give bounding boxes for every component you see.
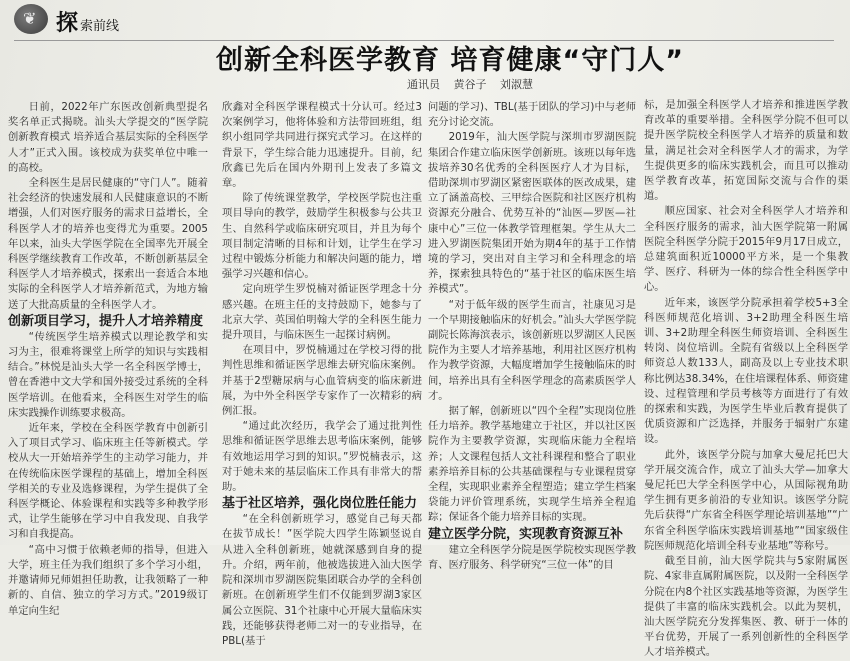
article-title: 创新全科医学教育 培育健康“守门人” (216, 45, 684, 76)
paragraph: “高中习惯于依赖老师的指导，但进入大学，班主任为我们组织了多个学习小组，并邀请师兄师姐担任助教，让我领略了一种新的、自信、独立的学习方式。”2019级订单定向生纪 (8, 543, 208, 617)
section-heading: 创新项目学习，提升人才培养精度 (8, 313, 204, 329)
column-emblem-icon (14, 4, 48, 34)
text-column-2 (222, 100, 422, 647)
paragraph: 2019年，汕大医学院与深圳市罗湖医院集团合作建立临床医学创新班。该班以每年选拔培养30名优秀的全科医医疗人才为目标，借助深圳市罗湖区紧密医联体的医改成果，建立了涵盖高校、三甲综合医院和社区医疗机构资源充分融合、优势互补的“汕医—罗医—社康中心”三位一体教学管理框架。学生从大二进入罗湖医院集团开始为期4年的基于工作情境的学习，突出对自主学习和全科理念的培养，探索独具特色的“基于社区的临床医生培养模式”。 (428, 131, 636, 296)
paragraph: 建立全科医学分院是医学院校实现医学教育、医疗服务、科学研究“三位一体”的目 (428, 543, 636, 571)
paragraph: 近年来，该医学分院承担着学校5+3全科医师规范化培训、3+2助理全科医生培训、3+2助理全科医生师资培训、全科医生转岗、岗位培训。全院有省级以上全科医学师资总人数133人，副高及以上专业技术职称比例达38.34%，在住培课程体系、师资建设、过程管理和学员考核等方面进行了有效的探索和实践，为医学生毕业后教育提供了优质资源和广泛选择，并服务于辐射广东建设。 (644, 296, 849, 446)
paragraph: 定向班学生罗悦楠对循证医学理念十分感兴趣。在班主任的支持鼓励下，她参与了北京大学、英国伯明翰大学的全科医生能力提升项目，与临床医生一起探讨病例。 (222, 283, 422, 342)
section-heading: 基于社区培养，强化岗位胜任能力 (222, 496, 418, 512)
paragraph: 问题的学习)、TBL(基于团队的学习)中与老师充分讨论交流。 (428, 101, 636, 129)
section-heading: 建立医学分院，实现教育资源互补 (428, 526, 624, 542)
paragraph: 全科医生是居民健康的“守门人”。随着社会经济的快速发展和人民健康意识的不断增强，人们对医疗服务的需求日益增长，全科医学人才的培养也变得尤为重要。2005年以来，汕头大学医学院在全国率先开展全科医学继续教育工作改革，不断创新基层全科医学人才培养模式，探索出一套适合本地实际的全科医学人才培养新范式，为地方输送了大批高质量的全科医学人才。 (8, 177, 208, 311)
article-byline: 通讯员 黄谷子 刘淑慧 (407, 78, 533, 91)
paragraph: 除了传统课堂教学，学校医学院也注重项目导向的教学，鼓励学生积极参与公共卫生、自然科学或临床研究项目，并且为每个项目制定清晰的目标和计划，让学生在学习过程中锻炼分析能力和解决问题的能力，增强学习兴趣和信心。 (222, 192, 422, 281)
column-heading (56, 6, 119, 37)
leaf-icon: ❦ (23, 9, 37, 28)
column-title: 索前线 (80, 19, 120, 34)
paragraph: 在项目中，罗悦楠通过在学校习得的批判性思维和循证医学思维去研究临床案例。并基于2型糖尿病与心血管病变的临床新进展，为中外全科医学专家作了一次精彩的病例汇报。 (222, 344, 422, 418)
text-column-1 (8, 100, 208, 617)
paragraph: 近年来，学校在全科医学教育中创新引入了项目式学习、临床班主任等新模式。学校从大一开始培养学生的主动学习能力，并在传统临床医学课程的基础上，增加全科医学相关的专业及选修课程，为学生提供了全科医学概论、体验课程和实践等多种教学形式，让学生能够在学习中自我发现、自我学习和自我提高。 (8, 422, 208, 541)
paragraph: 截至目前，汕大医学院共与5家附属医院、4家非直属附属医院，以及附一全科医学分院在内8个社区实践基地等资源，为医学生提供了丰富的临床实践机会。以此为契机，汕大医学院充分发挥集医、教、研于一体的平台优势，开展了一系列创新性的全科医学人才培养模式。 (644, 555, 848, 659)
paragraph: “通过此次经历，我学会了通过批判性思维和循证医学思维去思考临床案例，能够有效地运用学习到的知识。”罗悦楠表示，这对于她未来的基层临床工作具有非常大的帮助。 (222, 420, 422, 494)
paragraph: “在全科创新班学习，感觉自己每天都在拔节成长！”医学院大四学生陈颖竖说自从进入全科创新班，她就深感到自身的提升。介绍，两年前，他被选拔进入汕大医学院和深圳市罗湖医院集团联合办学的全科创新班。在创新班学生们不仅能到罗湖3家区属公立医院、31个社康中心开展大量临床实践，还能够获得老师二对一的专业指导，在PBL(基于 (222, 513, 422, 647)
paragraph: 日前，2022年广东医改创新典型提名奖名单正式揭晓。汕头大学提交的“医学院创新教育模式 培养适合基层实际的全科医学人才”正式入围。该校成为获奖单位中唯一的高校。 (8, 101, 208, 174)
paragraph: “传统医学生培养模式以理论教学和实习为主，很难将课堂上所学的知识与实践相结合。”林悦是汕头大学一名全科医学博士，曾在香港中文大学和国外接受过系统的全科医学培训。在他看来，全科医生对学生的临床实践操作训练要求极高。 (8, 330, 208, 419)
text-column-4 (644, 98, 849, 659)
paragraph: 欣鑫对全科医学课程模式十分认可。经过3次案例学习，他将体验和方法带回班组，组织小组同学共同进行探究式学习。在这样的背景下，学生综合能力迅速提升。目前，纪欣鑫已先后在国内外期刊上发表了多篇文章。 (222, 101, 422, 190)
column-label: 探 (56, 10, 79, 36)
paragraph: 标，是加强全科医学人才培养和推进医学教育改革的重要举措。全科医学分院不但可以提升医学院校全科医学人才培养的质量和数量，满足社会对全科医学人才的需求，为学生提供更多的临床实践机会，而且可以推动医学教育改革，拓宽国际交流与合作的渠道。 (644, 99, 848, 203)
paragraph: 据了解，创新班以“四个全程”实现岗位胜任力培养。教学基地建立于社区，并以社区医院作为主要教学资源，实现临床能力全程培养；人文课程包括人文社科课程和整合了职业素养培养目标的公共基础课程与专业课程贯穿全程，实现职业素养全程塑造；建立学生档案袋能力评价管理系统，实现学生培养全程追踪；保证各个能力培养目标的实现。 (428, 405, 636, 524)
paragraph: “对于低年级的医学生而言，社康见习是一个早期接触临床的好机会。”汕头大学医学院副院长陈海滨表示，该创新班以罗湖区人民医院作为主要人才培养基地，利用社区医疗机构作为教学资源，大幅度增加学生接触临床的时间，培养出具有全科医学理念的高素质医学人才。 (428, 298, 636, 402)
text-column-3 (428, 100, 636, 571)
paragraph: 顺应国家、社会对全科医学人才培养和全科医疗服务的需求，汕大医学院第一附属医院全科医学分院于2015年9月17日成立，总建筑面积近10000平方米，是一个集教学、医疗、科研为一体的综合性全科医学中心。 (644, 205, 848, 294)
paragraph: 此外，该医学分院与加拿大曼尼托巴大学开展交流合作，成立了汕头大学—加拿大曼尼托巴大学全科医学中心，从国际视角助学生拥有更多前沿的专业知识。该医学分院先后获得“广东省全科医学理论培训基地”“广东省全科医学临床实践培训基地”“国家级住院医师规范化培训全科专业基地”等称号。 (644, 448, 848, 552)
